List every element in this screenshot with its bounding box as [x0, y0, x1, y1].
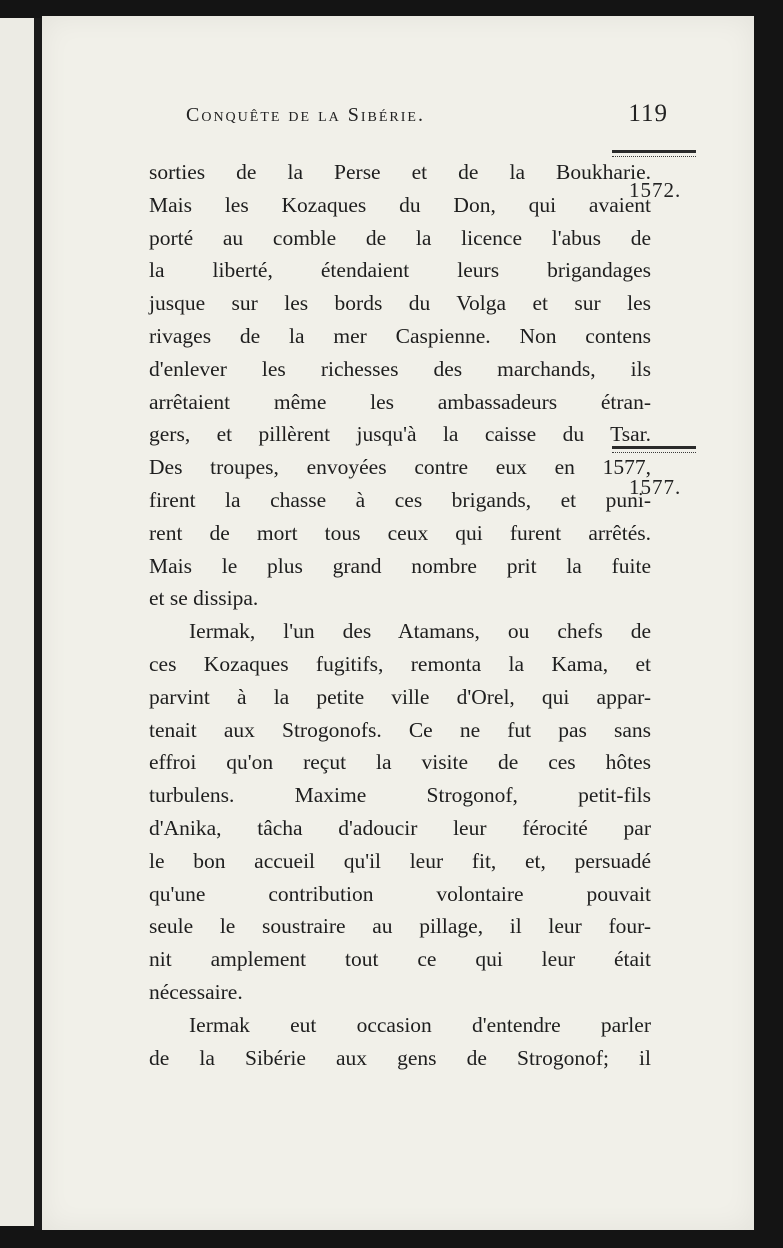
book-page: [42, 16, 754, 1230]
text-line: rivages de la mer Caspienne. Non contens: [149, 323, 651, 348]
text-line: et se dissipa.: [149, 586, 259, 611]
text-line: qu'une contribution volontaire pouvait: [149, 881, 651, 906]
running-title: Conquête de la Sibérie.: [186, 104, 425, 126]
page-header: [186, 98, 668, 138]
text-line: Mais les Kozaques du Don, qui avaient: [149, 192, 651, 217]
text-line: parvint à la petite ville d'Orel, qui appar-: [149, 684, 651, 709]
text-line: d'enlever les richesses des marchands, ils: [149, 356, 651, 381]
text-line: gers, et pillèrent jusqu'à la caisse du Tsar.: [149, 422, 651, 447]
book-gutter: [34, 18, 42, 1230]
margin-rule: [612, 150, 696, 153]
text-line: nécessaire.: [149, 979, 243, 1004]
text-line: de la Sibérie aux gens de Strogonof; il: [149, 1045, 651, 1070]
text-line: turbulens. Maxime Strogonof, petit-fils: [149, 783, 651, 808]
text-line: nit amplement tout ce qui leur était: [149, 947, 651, 972]
text-line: Iermak, l'un des Atamans, ou chefs de: [189, 619, 651, 644]
text-line: Iermak eut occasion d'entendre parler: [189, 1012, 651, 1037]
text-line: porté au comble de la licence l'abus de: [149, 225, 651, 250]
body-text: [149, 156, 651, 1074]
text-line: firent la chasse à ces brigands, et puni-: [149, 487, 651, 512]
text-line: seule le soustraire au pillage, il leur four-: [149, 914, 651, 939]
text-line: ces Kozaques fugitifs, remonta la Kama, et: [149, 651, 651, 676]
text-line: Des troupes, envoyées contre eux en 1577,: [149, 455, 651, 480]
text-line: sorties de la Perse et de la Boukharie.: [149, 160, 651, 184]
margin-date: 1572.: [629, 178, 682, 202]
text-line: d'Anika, tâcha d'adoucir leur férocité par: [149, 815, 651, 840]
text-line: le bon accueil qu'il leur fit, et, persuadé: [149, 848, 651, 873]
text-line: la liberté, étendaient leurs brigandages: [149, 258, 651, 283]
facing-page-edge: [0, 18, 35, 1226]
text-line: jusque sur les bords du Volga et sur les: [149, 291, 651, 316]
text-line: arrêtaient même les ambassadeurs étran-: [149, 389, 651, 414]
margin-rule: [612, 446, 696, 449]
text-line: Mais le plus grand nombre prit la fuite: [149, 553, 651, 578]
text-line: rent de mort tous ceux qui furent arrêtés.: [149, 520, 651, 545]
margin-date: 1577.: [629, 475, 682, 499]
page-number: 119: [628, 100, 668, 127]
text-line: effroi qu'on reçut la visite de ces hôtes: [149, 750, 651, 775]
text-line: tenait aux Strogonofs. Ce ne fut pas sans: [149, 717, 651, 742]
